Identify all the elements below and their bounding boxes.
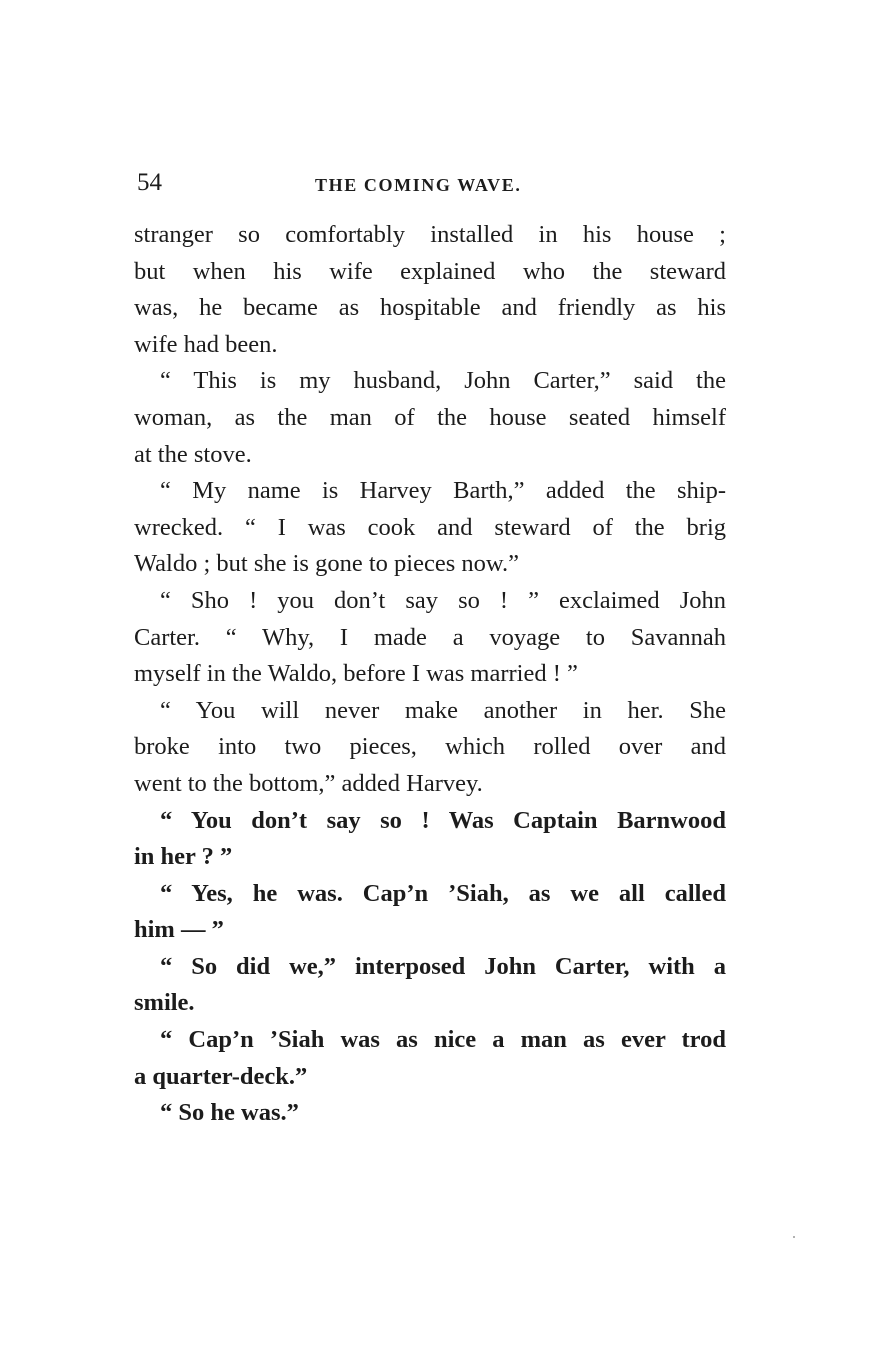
page-number: 54 bbox=[137, 169, 162, 196]
text-line: “ Cap’n ’Siah was as nice a man as ever trod bbox=[160, 1026, 726, 1054]
text-line: “ You don’t say so ! Was Captain Barnwood bbox=[160, 806, 726, 834]
text-line: broke into two pieces, which rolled over and bbox=[134, 733, 726, 761]
text-line: Carter. “ Why, I made a voyage to Savannah bbox=[134, 623, 726, 651]
text-line: “ My name is Harvey Barth,” added the ship- bbox=[160, 477, 726, 505]
text-line: “ Yes, he was. Cap’n ’Siah, as we all called bbox=[160, 879, 726, 907]
text-line: in her ? ” bbox=[134, 843, 233, 871]
running-title: THE COMING WAVE. bbox=[315, 175, 522, 195]
text-line: “ Sho ! you don’t say so ! ” exclaimed John bbox=[160, 586, 726, 614]
text-line: smile. bbox=[134, 989, 195, 1017]
text-line: “ So he was.” bbox=[160, 1099, 299, 1127]
text-line: “ You will never make another in her. She bbox=[160, 696, 726, 724]
text-line: went to the bottom,” added Harvey. bbox=[134, 769, 483, 797]
text-line: woman, as the man of the house seated himself bbox=[134, 403, 726, 431]
text-line: “ This is my husband, John Carter,” said the bbox=[160, 367, 726, 395]
running-header bbox=[137, 168, 722, 200]
paper-speck bbox=[793, 1236, 795, 1238]
text-line: a quarter-deck.” bbox=[134, 1062, 308, 1090]
text-line: wrecked. “ I was cook and steward of the brig bbox=[134, 513, 726, 541]
text-line: him — ” bbox=[134, 916, 224, 944]
text-line: but when his wife explained who the steward bbox=[134, 257, 726, 285]
text-line: stranger so comfortably installed in his house ; bbox=[134, 221, 726, 248]
body-text bbox=[134, 217, 726, 1132]
text-line: at the stove. bbox=[134, 440, 252, 468]
text-line: “ So did we,” interposed John Carter, with a bbox=[160, 952, 726, 980]
text-line: was, he became as hospitable and friendly as his bbox=[134, 294, 726, 322]
text-line: Waldo ; but she is gone to pieces now.” bbox=[134, 550, 519, 578]
text-line: myself in the Waldo, before I was married ! ” bbox=[134, 660, 578, 688]
text-line: wife had been. bbox=[134, 330, 278, 358]
